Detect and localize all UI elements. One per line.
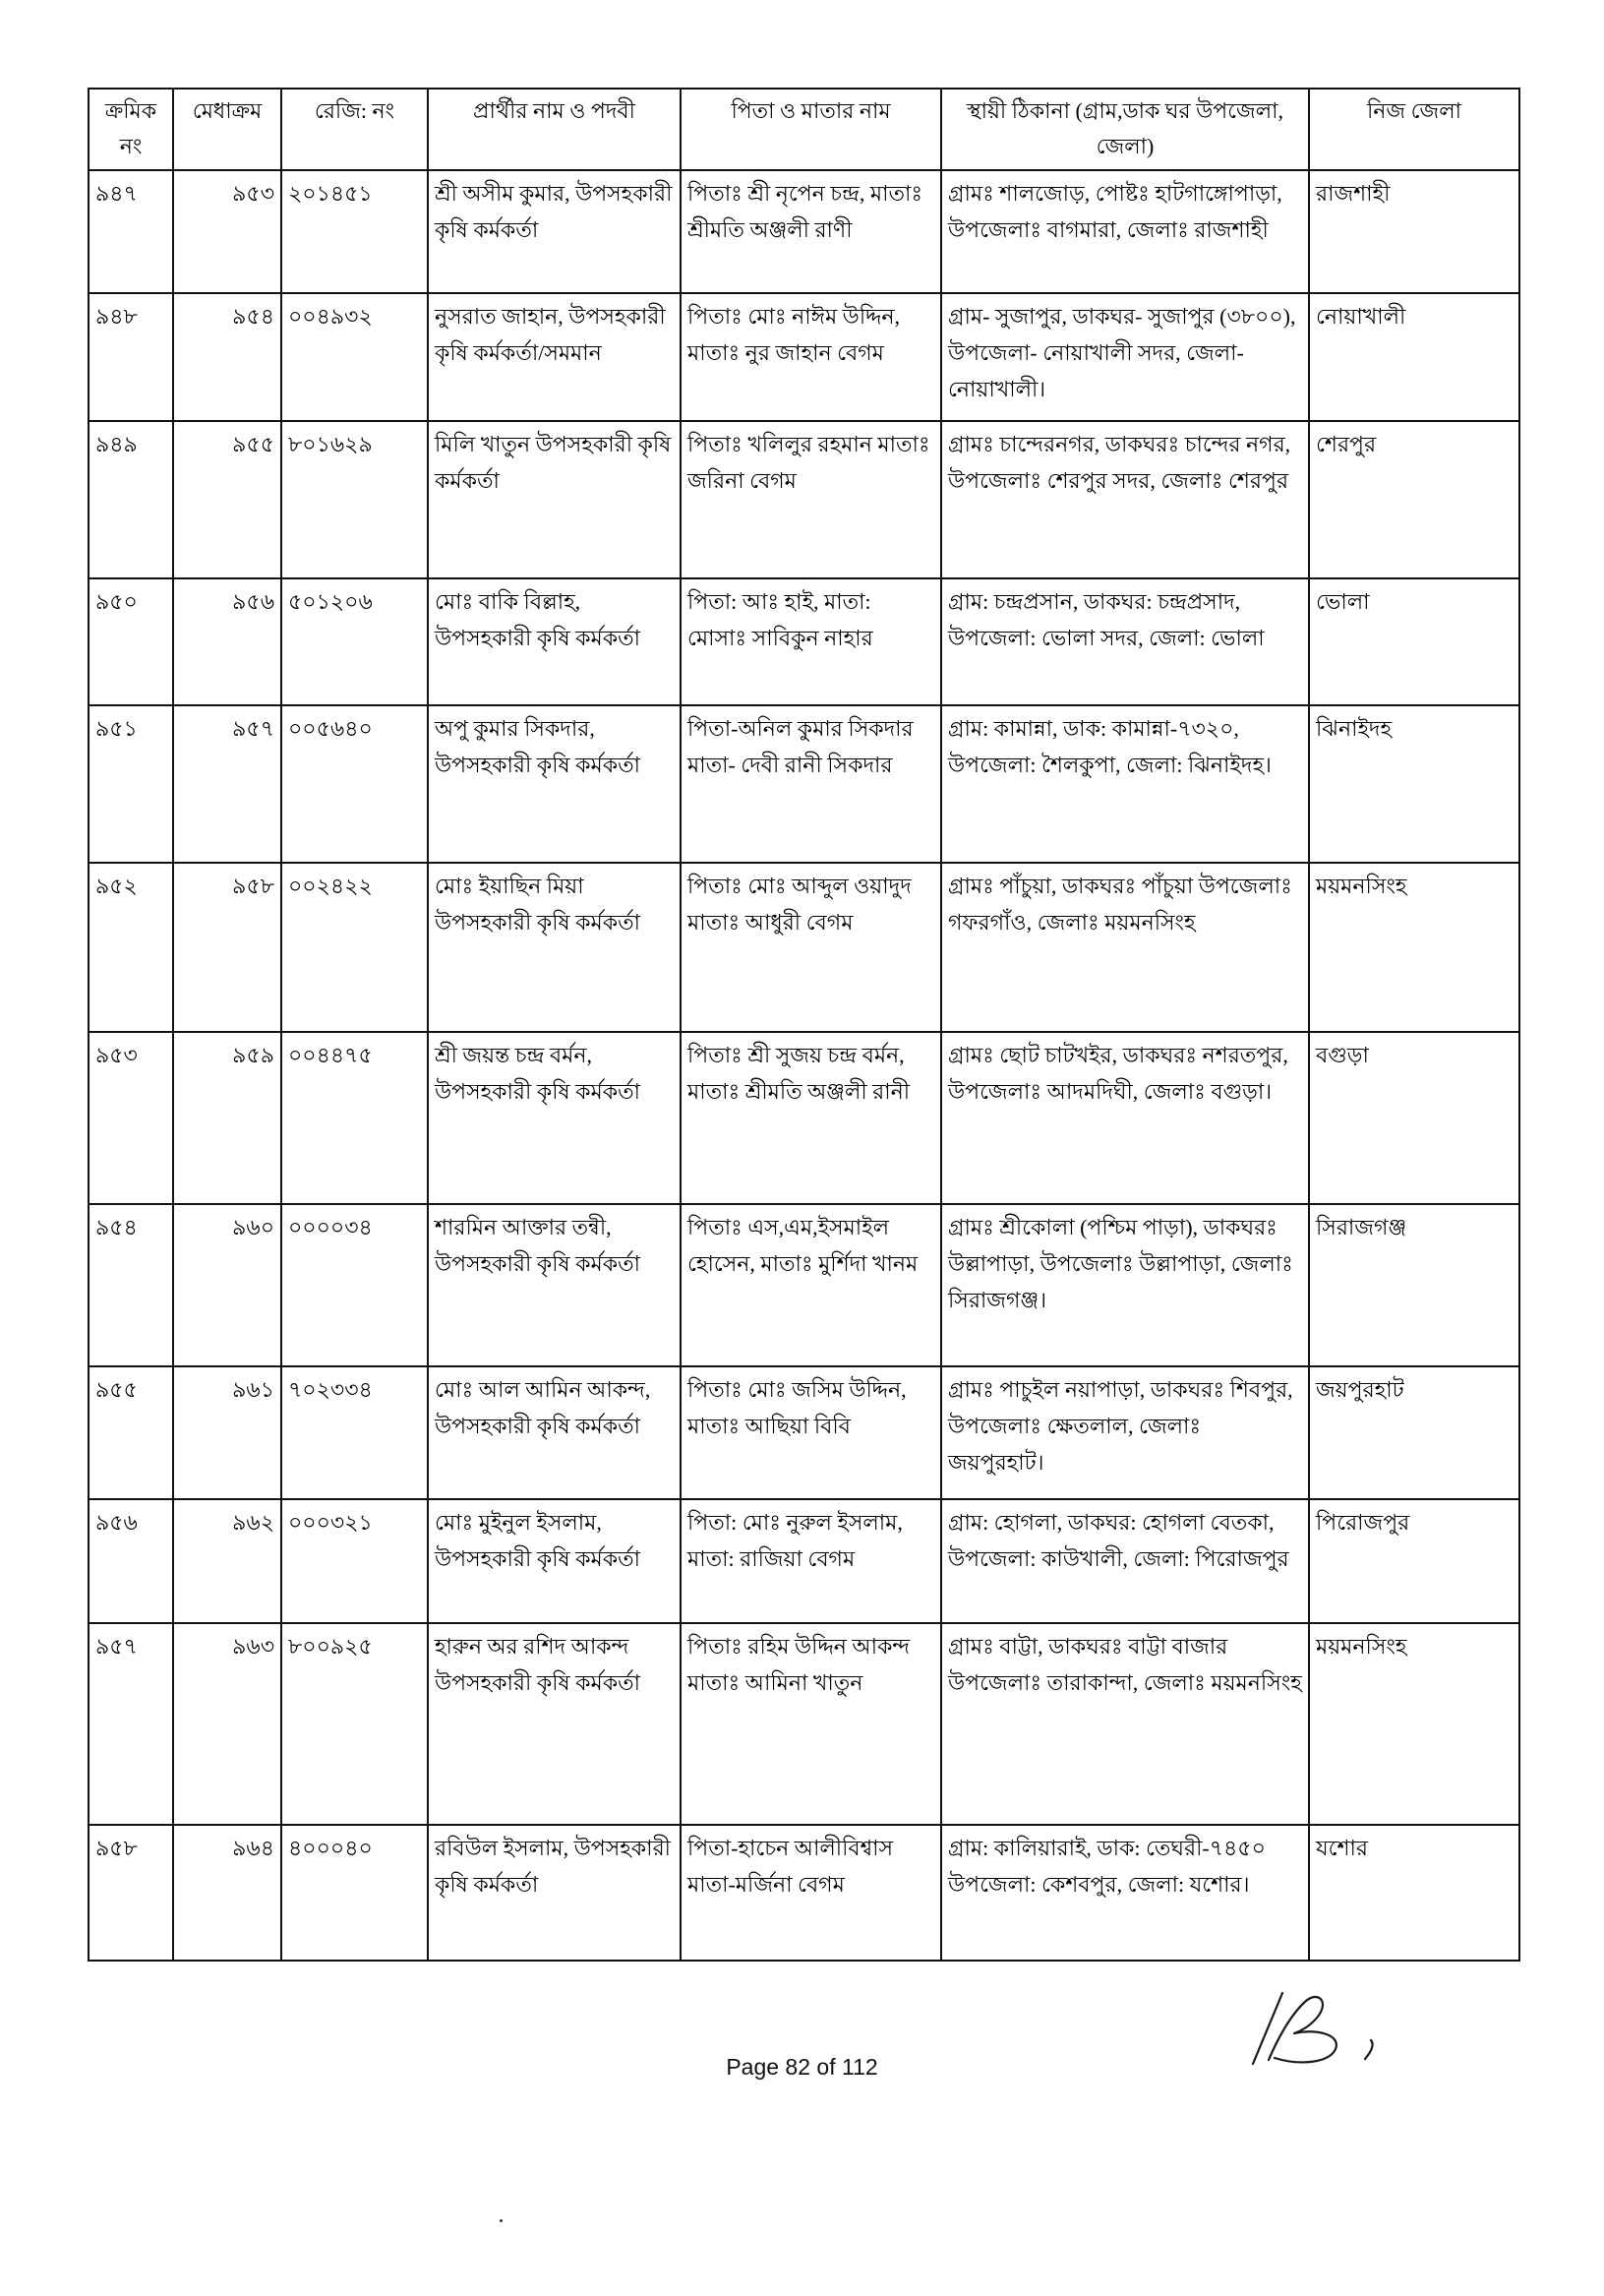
merit-cell: ৯৫৫	[173, 421, 281, 578]
header-merit: মেধাক্রম	[173, 89, 281, 170]
merit-cell: ৯৫৬	[173, 578, 281, 705]
merit-cell: ৯৬৩	[173, 1623, 281, 1825]
serial-cell: ৯৫১	[89, 705, 173, 863]
serial-cell: ৯৫৫	[89, 1366, 173, 1499]
table-row	[89, 170, 1519, 293]
parents-cell: পিতা-অনিল কুমার সিকদার মাতা- দেবী রানী সিকদার	[681, 705, 941, 863]
merit-cell: ৯৫৩	[173, 170, 281, 293]
district-cell: বগুড়া	[1309, 1032, 1519, 1204]
name-cell: মোঃ আল আমিন আকন্দ, উপসহকারী কৃষি কর্মকর্তা	[428, 1366, 681, 1499]
address-cell: গ্রামঃ শালজোড়, পোষ্টঃ হাটগাঙ্গোপাড়া, উপজেলাঃ বাগমারা, জেলাঃ রাজশাহী	[941, 170, 1309, 293]
table-row	[89, 578, 1519, 705]
table-header-row	[89, 89, 1519, 170]
table-row	[89, 1623, 1519, 1825]
serial-cell: ৯৫৬	[89, 1499, 173, 1623]
district-cell: নোয়াখালী	[1309, 293, 1519, 421]
registration-cell: ০০০০৩৪	[281, 1204, 428, 1366]
registration-cell: ৫০১২০৬	[281, 578, 428, 705]
address-cell: গ্রামঃ পাঁচুয়া, ডাকঘরঃ পাঁচুয়া উপজেলাঃ গফরগাঁও, জেলাঃ ময়মনসিংহ	[941, 863, 1309, 1032]
merit-cell: ৯৫৮	[173, 863, 281, 1032]
registration-cell: ০০৪৯৩২	[281, 293, 428, 421]
header-district: নিজ জেলা	[1309, 89, 1519, 170]
parents-cell: পিতাঃ এস,এম,ইসমাইল হোসেন, মাতাঃ মুর্শিদা খানম	[681, 1204, 941, 1366]
merit-cell: ৯৬০	[173, 1204, 281, 1366]
registration-cell: ৪০০০৪০	[281, 1825, 428, 1961]
table-row	[89, 1204, 1519, 1366]
serial-cell: ৯৫৮	[89, 1825, 173, 1961]
name-cell: শ্রী জয়ন্ত চন্দ্র বর্মন, উপসহকারী কৃষি কর্মকর্তা	[428, 1032, 681, 1204]
merit-cell: ৯৫৯	[173, 1032, 281, 1204]
merit-cell: ৯৫৭	[173, 705, 281, 863]
name-cell: মোঃ ইয়াছিন মিয়া উপসহকারী কৃষি কর্মকর্তা	[428, 863, 681, 1032]
serial-cell: ৯৫৩	[89, 1032, 173, 1204]
name-cell: হারুন অর রশিদ আকন্দ উপসহকারী কৃষি কর্মকর্তা	[428, 1623, 681, 1825]
page-number: Page 82 of 112	[726, 2054, 878, 2080]
parents-cell: পিতাঃ শ্রী সুজয় চন্দ্র বর্মন, মাতাঃ শ্রীমতি অঞ্জলী রানী	[681, 1032, 941, 1204]
district-cell: সিরাজগঞ্জ	[1309, 1204, 1519, 1366]
parents-cell: পিতা: আঃ হাই, মাতা: মোসাঃ সাবিকুন নাহার	[681, 578, 941, 705]
serial-cell: ৯৫৭	[89, 1623, 173, 1825]
address-cell: গ্রামঃ চান্দেরনগর, ডাকঘরঃ চান্দের নগর, উপজেলাঃ শেরপুর সদর, জেলাঃ শেরপুর	[941, 421, 1309, 578]
name-cell: মিলি খাতুন উপসহকারী কৃষি কর্মকর্তা	[428, 421, 681, 578]
registration-cell: ০০৫৬৪০	[281, 705, 428, 863]
table-row	[89, 863, 1519, 1032]
serial-cell: ৯৫৪	[89, 1204, 173, 1366]
table-row	[89, 421, 1519, 578]
merit-cell: ৯৬৪	[173, 1825, 281, 1961]
district-cell: ময়মনসিংহ	[1309, 1623, 1519, 1825]
header-registration: রেজি: নং	[281, 89, 428, 170]
name-cell: নুসরাত জাহান, উপসহকারী কৃষি কর্মকর্তা/সমমান	[428, 293, 681, 421]
parents-cell: পিতাঃ শ্রী নৃপেন চন্দ্র, মাতাঃ শ্রীমতি অঞ্জলী রাণী	[681, 170, 941, 293]
address-cell: গ্রামঃ শ্রীকোলা (পশ্চিম পাড়া), ডাকঘরঃ উল্লাপাড়া, উপজেলাঃ উল্লাপাড়া, জেলাঃ সিরাজগঞ্জ।	[941, 1204, 1309, 1366]
name-cell: অপু কুমার সিকদার, উপসহকারী কৃষি কর্মকর্তা	[428, 705, 681, 863]
name-cell: শ্রী অসীম কুমার, উপসহকারী কৃষি কর্মকর্তা	[428, 170, 681, 293]
parents-cell: পিতাঃ মোঃ নাঈম উদ্দিন, মাতাঃ নুর জাহান বেগম	[681, 293, 941, 421]
merit-cell: ৯৫৪	[173, 293, 281, 421]
serial-cell: ৯৪৯	[89, 421, 173, 578]
serial-cell: ৯৪৮	[89, 293, 173, 421]
merit-cell: ৯৬১	[173, 1366, 281, 1499]
address-cell: গ্রামঃ ছোট চাটখইর, ডাকঘরঃ নশরতপুর, উপজেলাঃ আদমদিঘী, জেলাঃ বগুড়া।	[941, 1032, 1309, 1204]
table-row	[89, 293, 1519, 421]
table-row	[89, 1825, 1519, 1961]
address-cell: গ্রাম: কামান্না, ডাক: কামান্না-৭৩২০, উপজেলা: শৈলকুপা, জেলা: ঝিনাইদহ।	[941, 705, 1309, 863]
header-serial: ক্রমিক নং	[89, 89, 173, 170]
district-cell: ময়মনসিংহ	[1309, 863, 1519, 1032]
header-name: প্রার্থীর নাম ও পদবী	[428, 89, 681, 170]
table-row	[89, 1499, 1519, 1623]
name-cell: মোঃ বাকি বিল্লাহ, উপসহকারী কৃষি কর্মকর্তা	[428, 578, 681, 705]
parents-cell: পিতা: মোঃ নুরুল ইসলাম, মাতা: রাজিয়া বেগম	[681, 1499, 941, 1623]
registration-cell: ৮০১৬২৯	[281, 421, 428, 578]
address-cell: গ্রামঃ বাট্টা, ডাকঘরঃ বাট্টা বাজার উপজেলাঃ তারাকান্দা, জেলাঃ ময়মনসিংহ	[941, 1623, 1309, 1825]
district-cell: রাজশাহী	[1309, 170, 1519, 293]
parents-cell: পিতাঃ মোঃ আব্দুল ওয়াদুদ মাতাঃ আধুরী বেগম	[681, 863, 941, 1032]
candidate-table	[88, 88, 1520, 1962]
table-row	[89, 705, 1519, 863]
table-row	[89, 1366, 1519, 1499]
name-cell: রবিউল ইসলাম, উপসহকারী কৃষি কর্মকর্তা	[428, 1825, 681, 1961]
address-cell: গ্রাম: চন্দ্রপ্রসান, ডাকঘর: চন্দ্রপ্রসাদ, উপজেলা: ভোলা সদর, জেলা: ভোলা	[941, 578, 1309, 705]
name-cell: মোঃ মুইনুল ইসলাম, উপসহকারী কৃষি কর্মকর্তা	[428, 1499, 681, 1623]
registration-cell: ০০২৪২২	[281, 863, 428, 1032]
merit-cell: ৯৬২	[173, 1499, 281, 1623]
name-cell: শারমিন আক্তার তন্বী, উপসহকারী কৃষি কর্মকর্তা	[428, 1204, 681, 1366]
parents-cell: পিতাঃ রহিম উদ্দিন আকন্দ মাতাঃ আমিনা খাতুন	[681, 1623, 941, 1825]
parents-cell: পিতাঃ মোঃ জসিম উদ্দিন, মাতাঃ আছিয়া বিবি	[681, 1366, 941, 1499]
parents-cell: পিতাঃ খলিলুর রহমান মাতাঃ জরিনা বেগম	[681, 421, 941, 578]
district-cell: যশোর	[1309, 1825, 1519, 1961]
address-cell: গ্রাম- সুজাপুর, ডাকঘর- সুজাপুর (৩৮০০), উপজেলা- নোয়াখালী সদর, জেলা- নোয়াখালী।	[941, 293, 1309, 421]
registration-cell: ৮০০৯২৫	[281, 1623, 428, 1825]
district-cell: ঝিনাইদহ	[1309, 705, 1519, 863]
district-cell: ভোলা	[1309, 578, 1519, 705]
district-cell: শেরপুর	[1309, 421, 1519, 578]
parents-cell: পিতা-হাচেন আলীবিশ্বাস মাতা-মর্জিনা বেগম	[681, 1825, 941, 1961]
address-cell: গ্রাম: কালিয়ারাই, ডাক: তেঘরী-৭৪৫০ উপজেলা: কেশবপুর, জেলা: যশোর।	[941, 1825, 1309, 1961]
address-cell: গ্রামঃ পাচুইল নয়াপাড়া, ডাকঘরঃ শিবপুর, উপজেলাঃ ক্ষেতলাল, জেলাঃ জয়পুরহাট।	[941, 1366, 1309, 1499]
scan-speck	[500, 2219, 503, 2222]
registration-cell: ৭০২৩৩৪	[281, 1366, 428, 1499]
district-cell: পিরোজপুর	[1309, 1499, 1519, 1623]
registration-cell: ০০০৩২১	[281, 1499, 428, 1623]
header-parents: পিতা ও মাতার নাম	[681, 89, 941, 170]
serial-cell: ৯৪৭	[89, 170, 173, 293]
registration-cell: ২০১৪৫১	[281, 170, 428, 293]
district-cell: জয়পুরহাট	[1309, 1366, 1519, 1499]
registration-cell: ০০৪৪৭৫	[281, 1032, 428, 1204]
header-address: স্থায়ী ঠিকানা (গ্রাম,ডাক ঘর উপজেলা, জেলা)	[941, 89, 1309, 170]
address-cell: গ্রাম: হোগলা, ডাকঘর: হোগলা বেতকা, উপজেলা: কাউখালী, জেলা: পিরোজপুর	[941, 1499, 1309, 1623]
serial-cell: ৯৫০	[89, 578, 173, 705]
serial-cell: ৯৫২	[89, 863, 173, 1032]
table-row	[89, 1032, 1519, 1204]
